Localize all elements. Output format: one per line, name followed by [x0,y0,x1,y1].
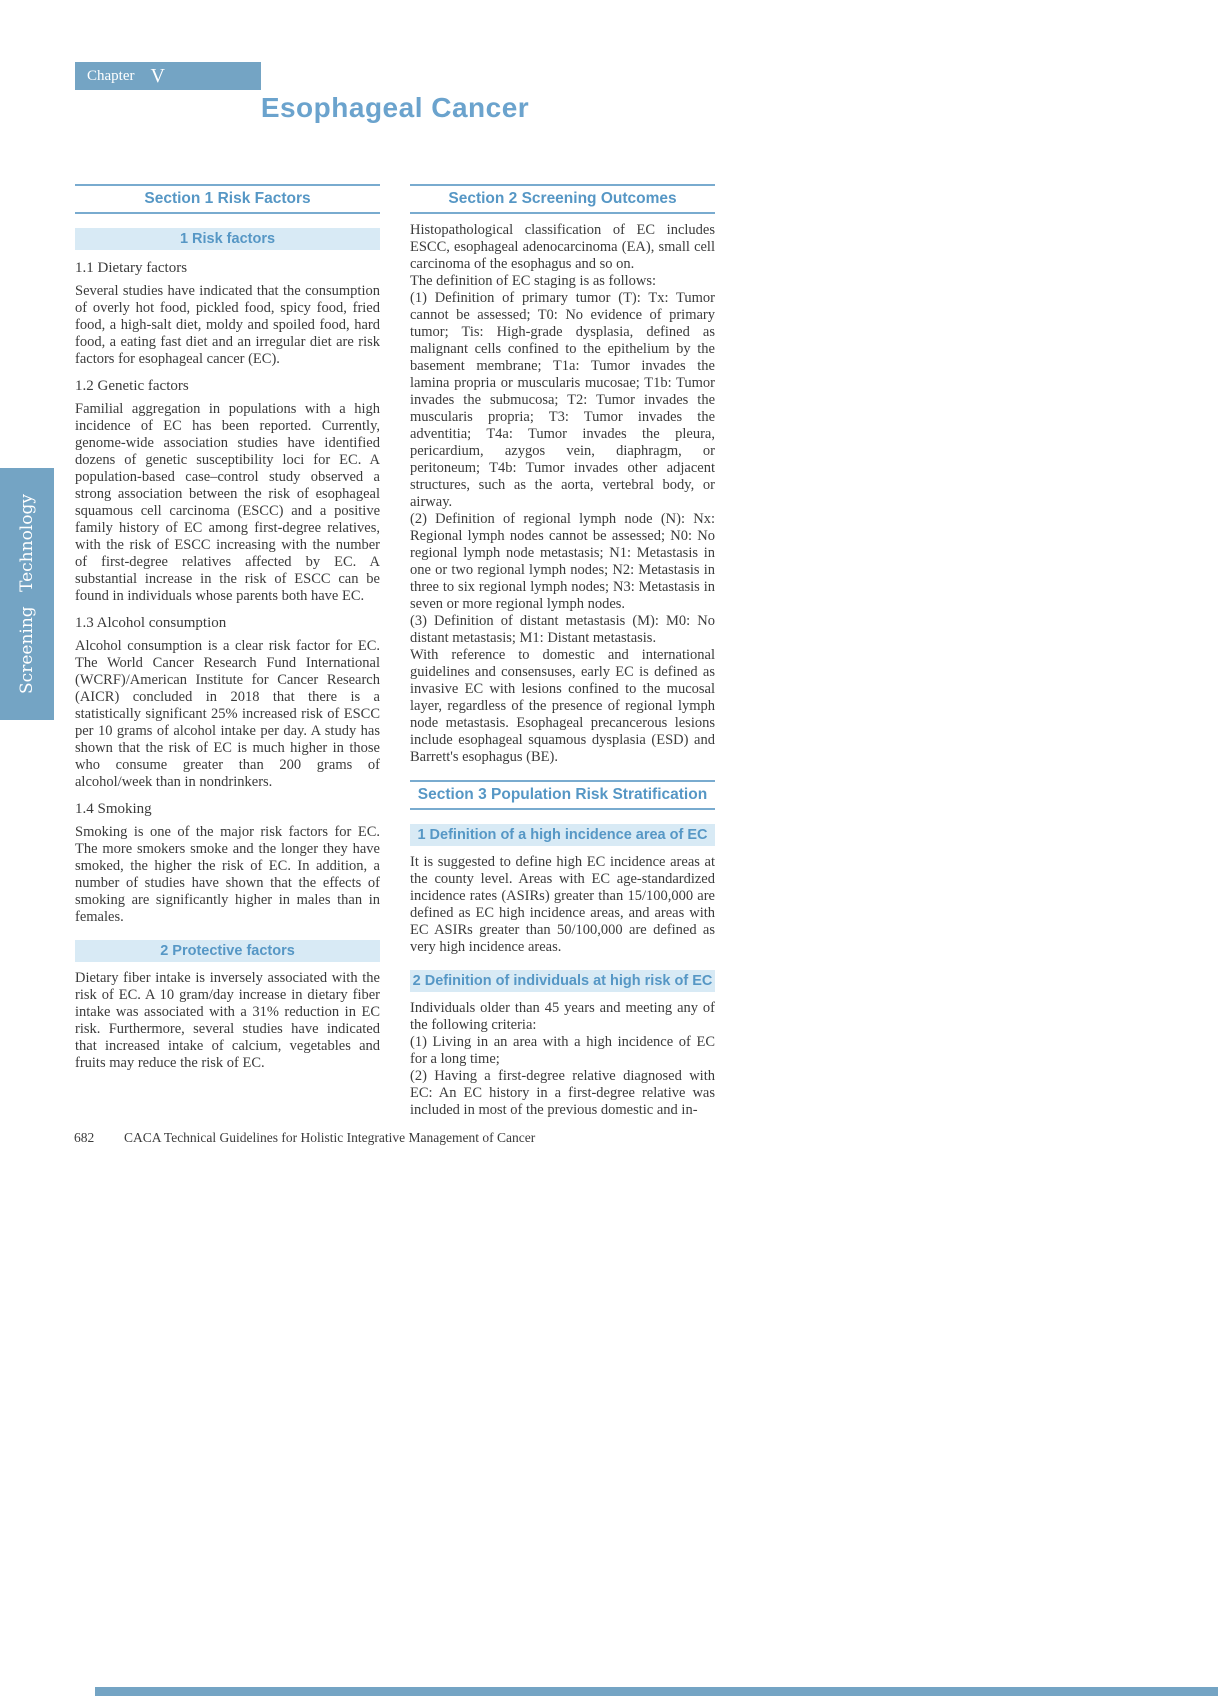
para-dietary-factors: Several studies have indicated that the consumption of overly hot food, pickled food, spicy food, fried food, a high-salt diet, moldy and spoiled food, hard food, a eating fast diet and an irregular diet are risk factors for esophageal cancer (EC). [75,283,380,367]
protective-factors-banner: 2 Protective factors [75,940,380,962]
chapter-label: Chapter [87,67,135,84]
para-distant-metastasis-definition: (3) Definition of distant metastasis (M): M0: No distant metastasis; M1: Distant metastasis. [410,613,715,646]
chapter-number: V [150,64,165,87]
section-1-header: Section 1 Risk Factors [75,184,380,214]
high-risk-individuals-banner: 2 Definition of individuals at high risk of EC [410,970,715,992]
para-early-ec-definition: With reference to domestic and international guidelines and consensuses, early EC is defined as invasive EC with lesions confined to the mucosal layer, regardless of the presence of regional lymph node metastasis. Esophageal precancerous lesions include esophageal squamous dysplasia (ESD) and Barrett's esophagus (BE). [410,647,715,765]
section-2-header: Section 2 Screening Outcomes [410,184,715,214]
footer-title: CACA Technical Guidelines for Holistic Integrative Management of Cancer [124,1130,536,1145]
page-title: Esophageal Cancer [260,92,530,123]
bottom-edge-bar [95,1687,1218,1696]
para-smoking: Smoking is one of the major risk factors for EC. The more smokers smoke and the longer they have smoked, the higher the risk of EC. In addition, a number of studies have shown that the effects of smoking are significantly higher in males than in females. [75,824,380,925]
left-column [75,184,380,1080]
para-high-risk-criteria-intro: Individuals older than 45 years and meeting any of the following criteria: [410,1000,715,1033]
para-primary-tumor-definition: (1) Definition of primary tumor (T): Tx: Tumor cannot be assessed; T0: No evidence of primary tumor; Tis: High-grade dysplasia, defined as malignant cells confined to the epithelium by the basement membrane; T1a: Tumor invades the lamina propria or muscularis mucosae; T1b: Tumor invades the submucosa; T2: Tumor invades the muscularis propria; T3: Tumor invades the adventitia; T4a: Tumor invades the pleura, pericardium, azygos vein, diaphragm, or peritoneum; T4b: Tumor invades other adjacent structures, such as the aorta, vertebral body, or airway. [410,290,715,510]
sidebar-tab-screening-technology [0,468,54,720]
heading-alcohol-consumption: 1.3 Alcohol consumption [75,615,227,631]
para-histopathological-classification: Histopathological classification of EC includes ESCC, esophageal adenocarcinoma (EA), small cell carcinoma of the esophagus and so on. [410,222,715,272]
para-protective-factors: Dietary fiber intake is inversely associated with the risk of EC. A 10 gram/day increase in dietary fiber intake was associated with a 31% reduction in EC risk. Furthermore, several studies have indicated that increased intake of calcium, vegetables and fruits may reduce the risk of EC. [75,970,380,1071]
heading-dietary-factors: 1.1 Dietary factors [75,260,188,276]
heading-smoking: 1.4 Smoking [75,801,152,817]
para-alcohol-consumption: Alcohol consumption is a clear risk factor for EC. The World Cancer Research Fund International (WCRF)/American Institute for Cancer Research (AICR) concluded in 2018 that there is a statistically significant 25% increased risk of ESCC per 10 grams of alcohol intake per day. A study has shown that the risk of EC is much higher in those who consume greater than 200 grams of alcohol/week than in nondrinkers. [75,638,380,790]
para-staging-intro: The definition of EC staging is as follows: [410,273,657,289]
page-number: 682 [74,1130,95,1145]
heading-genetic-factors: 1.2 Genetic factors [75,378,189,394]
para-criterion-2: (2) Having a first-degree relative diagnosed with EC: An EC history in a first-degree relative was included in most of the previous domestic and in- [410,1068,715,1118]
chapter-banner [75,62,261,90]
right-column [410,184,715,1119]
para-high-incidence-area: It is suggested to define high EC incidence areas at the county level. Areas with EC age-standardized incidence rates (ASIRs) greater than 15/100,000 are defined as EC high incidence areas, and areas with EC ASIRs greater than 50/100,000 are defined as very high incidence areas. [410,854,715,955]
risk-factors-banner: 1 Risk factors [75,228,380,250]
sidebar-tab-label: Screening Technology [17,494,37,694]
para-regional-lymph-node-definition: (2) Definition of regional lymph node (N): Nx: Regional lymph nodes cannot be assessed; N0: No regional lymph node metastasis; N1: Metastasis in one or two regional lymph nodes; N2: Metastasis in three to six regional lymph nodes; N3: Metastasis in seven or more regional lymph nodes. [410,511,715,612]
high-incidence-area-banner: 1 Definition of a high incidence area of EC [410,824,715,846]
section-3-header: Section 3 Population Risk Stratification [410,780,715,810]
para-genetic-factors: Familial aggregation in populations with a high incidence of EC has been reported. Currently, genome-wide association studies have identified dozens of genetic susceptibility loci for EC. A population-based case–control study observed a strong association between the risk of esophageal squamous cell carcinoma (ESCC) and a positive family history of EC among first-degree relatives, with the risk of ESCC increasing with the number of first-degree relatives affected by EC. A substantial increase in the risk of ESCC can be found in individuals whose parents both have EC. [75,401,380,604]
page-footer [74,1130,535,1146]
para-criterion-1: (1) Living in an area with a high incidence of EC for a long time; [410,1034,715,1067]
